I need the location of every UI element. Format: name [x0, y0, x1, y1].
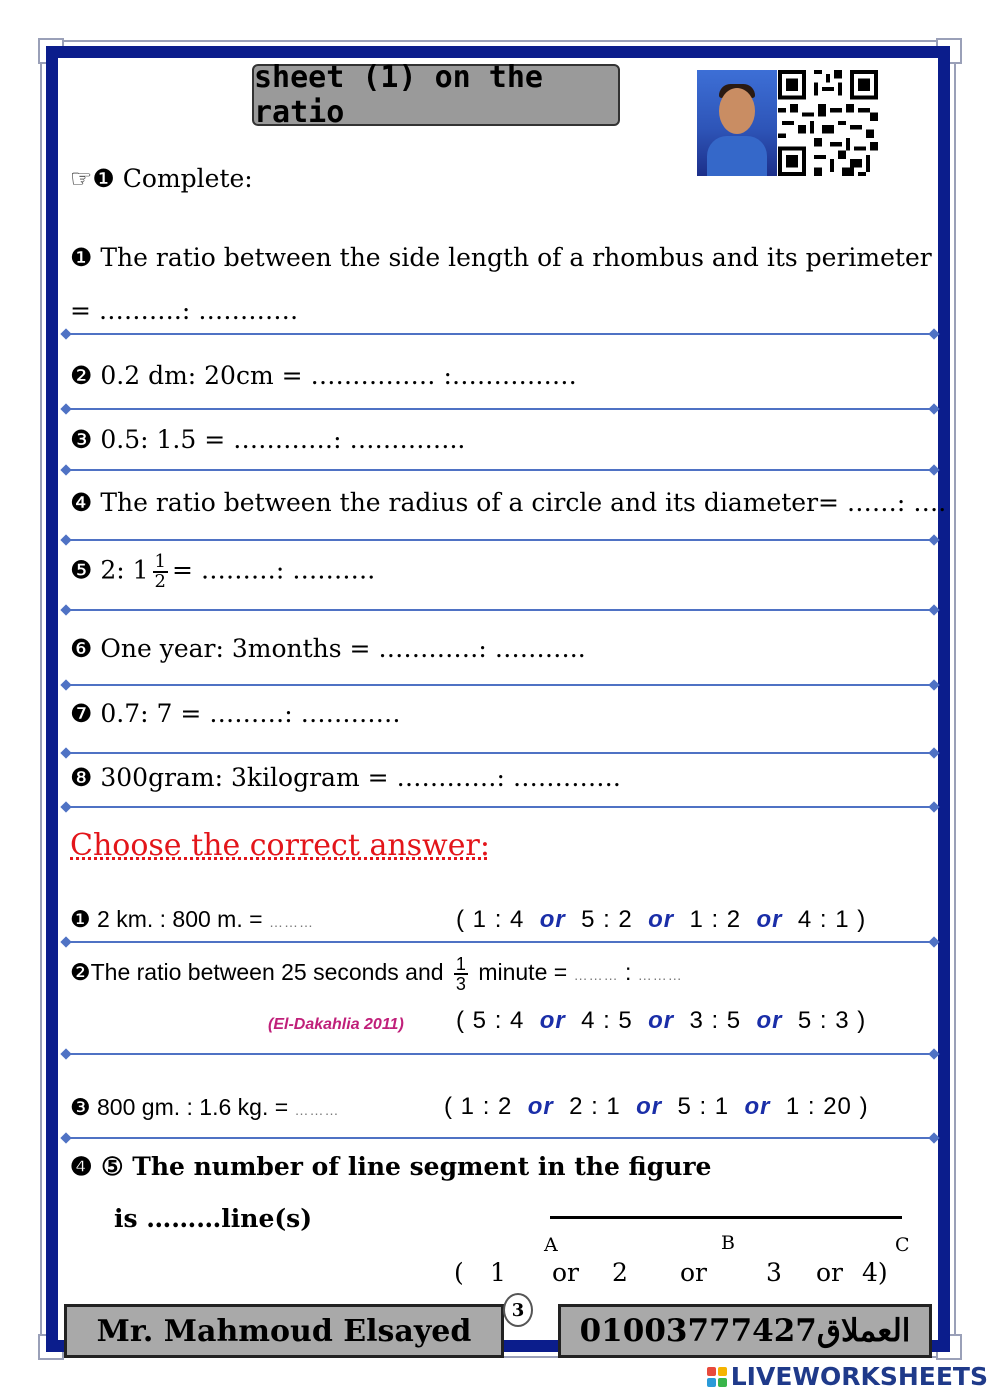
- option[interactable]: 1 : 20: [785, 1093, 852, 1120]
- fraction: $\frac{1}{2}$: [154, 551, 166, 592]
- divider-line: [64, 469, 936, 471]
- point-label-b: B: [721, 1232, 735, 1254]
- mcq-question-4-blank[interactable]: is ………line(s): [114, 1204, 313, 1233]
- complete-item: ❶ The ratio between the side length of a rhombus and its perimeter: [70, 243, 932, 272]
- liveworksheets-icon: [707, 1367, 727, 1387]
- divider-line: [64, 1137, 936, 1139]
- teacher-photo: [697, 70, 777, 176]
- page-number: 3: [503, 1293, 533, 1327]
- teacher-name: Mr. Mahmoud Elsayed: [96, 1313, 472, 1349]
- option[interactable]: 1 : 2: [689, 906, 742, 933]
- mcq-question-2: ❷The ratio between 25 seconds and $\frac{1}{3}$ minute = ……… : ………: [70, 954, 683, 994]
- option[interactable]: 1 : 4: [472, 906, 525, 933]
- complete-item[interactable]: ❷ 0.2 dm: 20cm = …………… :……………: [70, 361, 577, 390]
- option[interactable]: 4 : 1: [797, 906, 850, 933]
- option[interactable]: 5 : 2: [581, 906, 633, 933]
- divider-line: [64, 752, 936, 754]
- mcq-options-1: ( 1 : 4 or 5 : 2 or 1 : 2 or 4 : 1 ): [456, 906, 867, 933]
- complete-item[interactable]: ❽ 300gram: 3kilogram = …………: ………….: [70, 763, 621, 792]
- option[interactable]: 5 : 3: [797, 1007, 850, 1034]
- divider-line: [64, 408, 936, 410]
- phone-box: [558, 1304, 932, 1358]
- brand-name: LIVEWORKSHEETS: [730, 1362, 988, 1391]
- line-segment-figure: [550, 1216, 902, 1219]
- point-label-a: A: [544, 1234, 558, 1256]
- or-label: or: [680, 1258, 708, 1287]
- option[interactable]: 3: [766, 1258, 782, 1287]
- mcq-question-3: ❸ 800 gm. : 1.6 kg. = ………: [70, 1094, 340, 1120]
- complete-item[interactable]: ❺ 2: 1 $\frac{1}{2}$ = ………: ……….: [70, 551, 376, 592]
- option[interactable]: 2: [612, 1258, 628, 1287]
- divider-line: [64, 333, 936, 335]
- option[interactable]: 4 : 5: [581, 1007, 633, 1034]
- question-source: (El-Dakahlia 2011): [268, 1016, 404, 1033]
- divider-line: [64, 609, 936, 611]
- page-title: sheet (1) on the ratio: [254, 60, 543, 130]
- complete-item[interactable]: ❻ One year: 3months = …………: ………..: [70, 634, 586, 663]
- option[interactable]: 5 : 1: [677, 1093, 730, 1120]
- mcq-question-4: ❹ ⑤ The number of line segment in the figure: [70, 1152, 712, 1181]
- complete-item[interactable]: ❼ 0.7: 7 = ………: …………: [70, 699, 401, 728]
- divider-line: [64, 941, 936, 943]
- divider-line: [64, 539, 936, 541]
- complete-item-answer[interactable]: = ……….: …………: [70, 296, 299, 325]
- point-label-c: C: [895, 1234, 910, 1256]
- or-label: or: [552, 1258, 580, 1287]
- phone-number: 01003777427العملاق: [579, 1313, 911, 1349]
- complete-item[interactable]: ❹ The ratio between the radius of a circle and its diameter= ……: ….: [70, 488, 947, 517]
- mcq-options-2: ( 5 : 4 or 4 : 5 or 3 : 5 or 5 : 3 ): [456, 1007, 867, 1034]
- option[interactable]: 5 : 4: [472, 1007, 525, 1034]
- teacher-name-box: [64, 1304, 504, 1358]
- fraction: $\frac{1}{3}$: [455, 954, 466, 994]
- qr-code-image: [778, 70, 878, 176]
- title-banner: [252, 60, 620, 130]
- option[interactable]: 1: [490, 1258, 506, 1287]
- section-heading-choose: Choose the correct answer:: [70, 828, 490, 863]
- option[interactable]: 2 : 1: [569, 1093, 621, 1120]
- option[interactable]: 4): [862, 1258, 888, 1287]
- option[interactable]: 1 : 2: [460, 1093, 513, 1120]
- or-label: or: [816, 1258, 844, 1287]
- mcq-question-1: ❶ 2 km. : 800 m. = ………: [70, 906, 314, 932]
- liveworksheets-logo: [707, 1362, 988, 1391]
- divider-line: [64, 1053, 936, 1055]
- complete-item[interactable]: ❸ 0.5: 1.5 = …………: …………..: [70, 425, 466, 454]
- divider-line: [64, 806, 936, 808]
- mcq-options-3: ( 1 : 2 or 2 : 1 or 5 : 1 or 1 : 20 ): [444, 1093, 869, 1120]
- answer-bracket-open: (: [454, 1258, 464, 1287]
- divider-line: [64, 684, 936, 686]
- option[interactable]: 3 : 5: [689, 1007, 742, 1034]
- section-heading-complete: ☞❶ Complete:: [70, 164, 253, 193]
